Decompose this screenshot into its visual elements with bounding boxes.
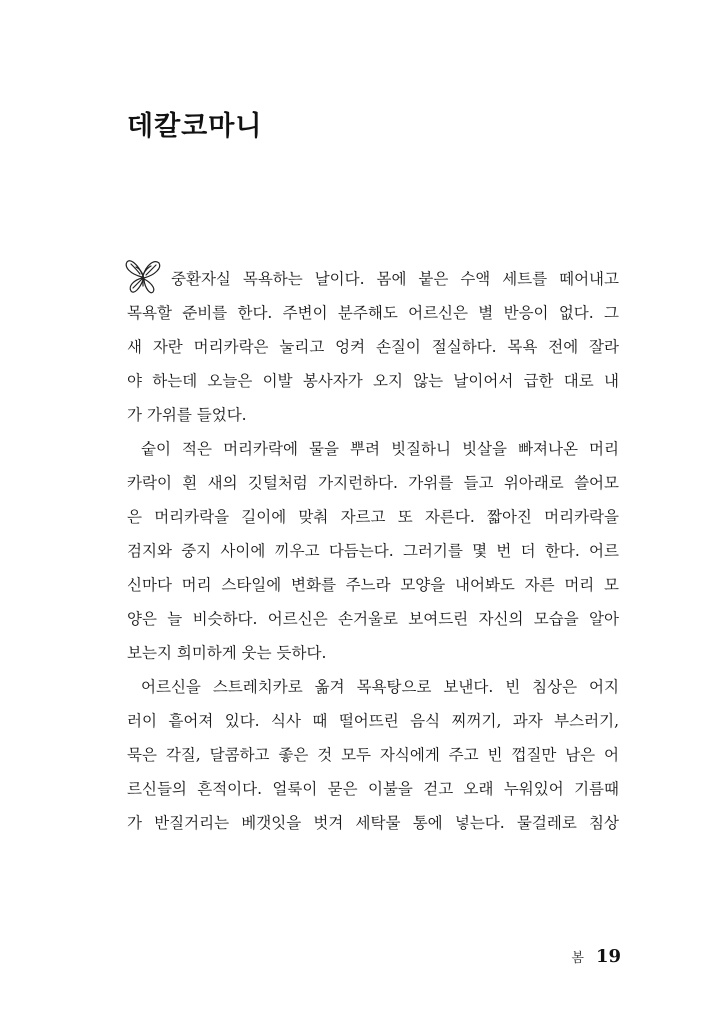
text-line: 은 머리카락을 길이에 맞춰 자르고 또 자른다. 짧아진 머리카락을: [127, 508, 619, 526]
page-number: 19: [595, 946, 621, 967]
text-line: 가 가위를 들었다.: [127, 406, 247, 424]
body-text: [127, 262, 619, 840]
text-line: 야 하는데 오늘은 이발 봉사자가 오지 않는 날이어서 급한 대로 내: [127, 372, 619, 390]
text-line: 중환자실 목욕하는 날이다. 몸에 붙은 수액 세트를 떼어내고: [171, 270, 619, 288]
text-line: 가 반질거리는 베갯잇을 벗겨 세탁물 통에 넣는다. 물걸레로 침상: [127, 814, 619, 832]
text-line: 르신들의 흔적이다. 얼룩이 묻은 이불을 걷고 오래 누워있어 기름때: [127, 780, 619, 798]
text-line: 새 자란 머리카락은 눌리고 엉켜 손질이 절실하다. 목욕 전에 잘라: [127, 338, 619, 356]
section-label: 봄: [571, 951, 584, 966]
text-line: 검지와 중지 사이에 끼우고 다듬는다. 그러기를 몇 번 더 한다. 어르: [127, 542, 619, 560]
text-line: 숱이 적은 머리카락에 물을 뿌려 빗질하니 빗살을 빠져나온 머리: [141, 440, 619, 458]
page-title: 데칼코마니: [127, 111, 263, 142]
text-line: 목욕할 준비를 한다. 주변이 분주해도 어르신은 별 반응이 없다. 그: [127, 304, 619, 322]
text-line: 어르신을 스트레치카로 옮겨 목욕탕으로 보낸다. 빈 침상은 어지: [141, 678, 619, 696]
text-line: 신마다 머리 스타일에 변화를 주느라 모양을 내어봐도 자른 머리 모: [127, 576, 619, 594]
text-line: 묵은 각질, 달콤하고 좋은 것 모두 자식에게 주고 빈 껍질만 남은 어: [127, 746, 619, 764]
text-line: 보는지 희미하게 웃는 듯하다.: [127, 644, 327, 662]
text-line: 러이 흩어져 있다. 식사 때 떨어뜨린 음식 찌꺼기, 과자 부스러기,: [127, 712, 619, 730]
text-line: 양은 늘 비슷하다. 어르신은 손거울로 보여드린 자신의 모습을 알아: [127, 610, 619, 628]
text-line: 카락이 흰 새의 깃털처럼 가지런하다. 가위를 들고 위아래로 쓸어모: [127, 474, 619, 492]
page-footer: [571, 946, 621, 967]
